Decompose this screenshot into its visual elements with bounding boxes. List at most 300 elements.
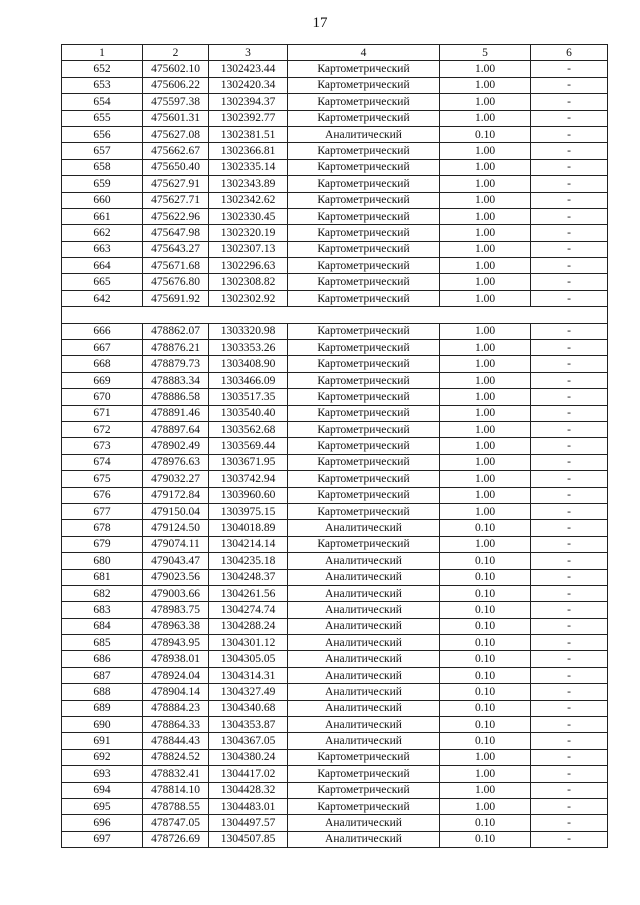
- point-number-cell: 660: [62, 192, 143, 208]
- method-cell: Картометрический: [288, 438, 440, 454]
- x-coordinate-cell: 478879.73: [143, 356, 209, 372]
- x-coordinate-cell: 478884.23: [143, 700, 209, 716]
- accuracy-cell: 1.00: [440, 356, 531, 372]
- y-coordinate-cell: 1303466.09: [209, 372, 288, 388]
- x-coordinate-cell: 478891.46: [143, 405, 209, 421]
- x-coordinate-cell: 475691.92: [143, 290, 209, 306]
- description-cell: -: [531, 110, 608, 126]
- description-cell: -: [531, 717, 608, 733]
- accuracy-cell: 0.10: [440, 553, 531, 569]
- point-number-cell: 688: [62, 684, 143, 700]
- description-cell: -: [531, 126, 608, 142]
- description-cell: -: [531, 553, 608, 569]
- table-row: [62, 618, 608, 634]
- accuracy-cell: 1.00: [440, 766, 531, 782]
- point-number-cell: 673: [62, 438, 143, 454]
- accuracy-cell: 1.00: [440, 487, 531, 503]
- description-cell: -: [531, 356, 608, 372]
- point-number-cell: 672: [62, 421, 143, 437]
- accuracy-cell: 0.10: [440, 585, 531, 601]
- y-coordinate-cell: 1303353.26: [209, 340, 288, 356]
- method-cell: Картометрический: [288, 77, 440, 93]
- method-cell: Картометрический: [288, 61, 440, 77]
- header-description: 6: [531, 45, 608, 61]
- description-cell: -: [531, 454, 608, 470]
- accuracy-cell: 1.00: [440, 798, 531, 814]
- method-cell: Картометрический: [288, 471, 440, 487]
- description-cell: -: [531, 667, 608, 683]
- description-cell: -: [531, 520, 608, 536]
- table-row: [62, 700, 608, 716]
- x-coordinate-cell: 479124.50: [143, 520, 209, 536]
- point-number-cell: 689: [62, 700, 143, 716]
- point-number-cell: 642: [62, 290, 143, 306]
- table-row: [62, 553, 608, 569]
- y-coordinate-cell: 1302420.34: [209, 77, 288, 93]
- accuracy-cell: 1.00: [440, 405, 531, 421]
- x-coordinate-cell: 478844.43: [143, 733, 209, 749]
- method-cell: Аналитический: [288, 585, 440, 601]
- method-cell: Аналитический: [288, 602, 440, 618]
- table-row: [62, 520, 608, 536]
- y-coordinate-cell: 1303960.60: [209, 487, 288, 503]
- accuracy-cell: 0.10: [440, 126, 531, 142]
- header-y: 3: [209, 45, 288, 61]
- point-number-cell: 679: [62, 536, 143, 552]
- table-row: [62, 192, 608, 208]
- table-row: [62, 340, 608, 356]
- description-cell: -: [531, 487, 608, 503]
- table-row: [62, 487, 608, 503]
- method-cell: Картометрический: [288, 241, 440, 257]
- accuracy-cell: 0.10: [440, 618, 531, 634]
- accuracy-cell: 1.00: [440, 536, 531, 552]
- point-number-cell: 652: [62, 61, 143, 77]
- point-number-cell: 667: [62, 340, 143, 356]
- method-cell: Картометрический: [288, 258, 440, 274]
- accuracy-cell: 1.00: [440, 159, 531, 175]
- y-coordinate-cell: 1303408.90: [209, 356, 288, 372]
- x-coordinate-cell: 478963.38: [143, 618, 209, 634]
- description-cell: -: [531, 536, 608, 552]
- y-coordinate-cell: 1304274.74: [209, 602, 288, 618]
- point-number-cell: 659: [62, 176, 143, 192]
- group-separator-row: [62, 307, 608, 323]
- method-cell: Картометрический: [288, 340, 440, 356]
- table-row: [62, 798, 608, 814]
- accuracy-cell: 1.00: [440, 258, 531, 274]
- method-cell: Картометрический: [288, 536, 440, 552]
- table-row: [62, 602, 608, 618]
- table-row: [62, 290, 608, 306]
- point-number-cell: 676: [62, 487, 143, 503]
- accuracy-cell: 1.00: [440, 110, 531, 126]
- description-cell: -: [531, 290, 608, 306]
- separator-cell: [62, 307, 608, 323]
- y-coordinate-cell: 1302335.14: [209, 159, 288, 175]
- x-coordinate-cell: 475662.67: [143, 143, 209, 159]
- method-cell: Картометрический: [288, 749, 440, 765]
- point-number-cell: 690: [62, 717, 143, 733]
- page-number: 17: [312, 15, 328, 31]
- description-cell: -: [531, 569, 608, 585]
- method-cell: Аналитический: [288, 520, 440, 536]
- y-coordinate-cell: 1304018.89: [209, 520, 288, 536]
- method-cell: Картометрический: [288, 110, 440, 126]
- accuracy-cell: 0.10: [440, 651, 531, 667]
- method-cell: Аналитический: [288, 684, 440, 700]
- table-row: [62, 405, 608, 421]
- point-number-cell: 696: [62, 815, 143, 831]
- y-coordinate-cell: 1304353.87: [209, 717, 288, 733]
- table-row: [62, 159, 608, 175]
- table-row: [62, 782, 608, 798]
- accuracy-cell: 1.00: [440, 225, 531, 241]
- description-cell: -: [531, 618, 608, 634]
- table-row: [62, 77, 608, 93]
- description-cell: -: [531, 585, 608, 601]
- table-row: [62, 176, 608, 192]
- point-number-cell: 680: [62, 553, 143, 569]
- y-coordinate-cell: 1303975.15: [209, 503, 288, 519]
- description-cell: -: [531, 340, 608, 356]
- y-coordinate-cell: 1304327.49: [209, 684, 288, 700]
- table-row: [62, 389, 608, 405]
- table-row: [62, 684, 608, 700]
- y-coordinate-cell: 1304497.57: [209, 815, 288, 831]
- table-row: [62, 126, 608, 142]
- x-coordinate-cell: 479032.27: [143, 471, 209, 487]
- table-row: [62, 356, 608, 372]
- y-coordinate-cell: 1304428.32: [209, 782, 288, 798]
- point-number-cell: 691: [62, 733, 143, 749]
- point-number-cell: 684: [62, 618, 143, 634]
- x-coordinate-cell: 475627.91: [143, 176, 209, 192]
- y-coordinate-cell: 1302308.82: [209, 274, 288, 290]
- y-coordinate-cell: 1302302.92: [209, 290, 288, 306]
- point-number-cell: 671: [62, 405, 143, 421]
- accuracy-cell: 1.00: [440, 274, 531, 290]
- y-coordinate-cell: 1302423.44: [209, 61, 288, 77]
- method-cell: Аналитический: [288, 700, 440, 716]
- description-cell: -: [531, 192, 608, 208]
- table-row: [62, 454, 608, 470]
- point-number-cell: 669: [62, 372, 143, 388]
- x-coordinate-cell: 479150.04: [143, 503, 209, 519]
- accuracy-cell: 0.10: [440, 831, 531, 847]
- x-coordinate-cell: 475622.96: [143, 208, 209, 224]
- point-number-cell: 678: [62, 520, 143, 536]
- accuracy-cell: 1.00: [440, 208, 531, 224]
- point-number-cell: 656: [62, 126, 143, 142]
- accuracy-cell: 1.00: [440, 471, 531, 487]
- point-number-cell: 685: [62, 635, 143, 651]
- point-number-cell: 657: [62, 143, 143, 159]
- header-method: 4: [288, 45, 440, 61]
- y-coordinate-cell: 1304417.02: [209, 766, 288, 782]
- x-coordinate-cell: 478938.01: [143, 651, 209, 667]
- accuracy-cell: 1.00: [440, 389, 531, 405]
- point-number-cell: 654: [62, 94, 143, 110]
- table-row: [62, 733, 608, 749]
- method-cell: Аналитический: [288, 733, 440, 749]
- x-coordinate-cell: 475671.68: [143, 258, 209, 274]
- y-coordinate-cell: 1303671.95: [209, 454, 288, 470]
- description-cell: -: [531, 323, 608, 339]
- method-cell: Картометрический: [288, 208, 440, 224]
- method-cell: Картометрический: [288, 454, 440, 470]
- accuracy-cell: 0.10: [440, 733, 531, 749]
- description-cell: -: [531, 766, 608, 782]
- x-coordinate-cell: 478876.21: [143, 340, 209, 356]
- y-coordinate-cell: 1303569.44: [209, 438, 288, 454]
- y-coordinate-cell: 1304235.18: [209, 553, 288, 569]
- point-number-cell: 670: [62, 389, 143, 405]
- point-number-cell: 675: [62, 471, 143, 487]
- table-row: [62, 635, 608, 651]
- description-cell: -: [531, 274, 608, 290]
- method-cell: Аналитический: [288, 126, 440, 142]
- accuracy-cell: 0.10: [440, 667, 531, 683]
- method-cell: Картометрический: [288, 487, 440, 503]
- x-coordinate-cell: 478924.04: [143, 667, 209, 683]
- point-number-cell: 677: [62, 503, 143, 519]
- description-cell: -: [531, 61, 608, 77]
- x-coordinate-cell: 478726.69: [143, 831, 209, 847]
- point-number-cell: 658: [62, 159, 143, 175]
- description-cell: -: [531, 815, 608, 831]
- method-cell: Картометрический: [288, 798, 440, 814]
- accuracy-cell: 1.00: [440, 176, 531, 192]
- coordinates-table: [61, 44, 608, 848]
- method-cell: Аналитический: [288, 553, 440, 569]
- accuracy-cell: 1.00: [440, 749, 531, 765]
- header-row: [62, 45, 608, 61]
- header-x: 2: [143, 45, 209, 61]
- x-coordinate-cell: 478886.58: [143, 389, 209, 405]
- x-coordinate-cell: 478814.10: [143, 782, 209, 798]
- point-number-cell: 655: [62, 110, 143, 126]
- accuracy-cell: 1.00: [440, 61, 531, 77]
- x-coordinate-cell: 475602.10: [143, 61, 209, 77]
- table-row: [62, 323, 608, 339]
- header-accuracy: 5: [440, 45, 531, 61]
- accuracy-cell: 0.10: [440, 635, 531, 651]
- accuracy-cell: 1.00: [440, 340, 531, 356]
- table-row: [62, 717, 608, 733]
- accuracy-cell: 1.00: [440, 421, 531, 437]
- y-coordinate-cell: 1304483.01: [209, 798, 288, 814]
- y-coordinate-cell: 1304214.14: [209, 536, 288, 552]
- y-coordinate-cell: 1302342.62: [209, 192, 288, 208]
- accuracy-cell: 0.10: [440, 700, 531, 716]
- description-cell: -: [531, 143, 608, 159]
- header-point-number: 1: [62, 45, 143, 61]
- method-cell: Аналитический: [288, 717, 440, 733]
- point-number-cell: 683: [62, 602, 143, 618]
- accuracy-cell: 1.00: [440, 782, 531, 798]
- accuracy-cell: 0.10: [440, 815, 531, 831]
- point-number-cell: 668: [62, 356, 143, 372]
- y-coordinate-cell: 1304314.31: [209, 667, 288, 683]
- y-coordinate-cell: 1302330.45: [209, 208, 288, 224]
- point-number-cell: 653: [62, 77, 143, 93]
- y-coordinate-cell: 1302366.81: [209, 143, 288, 159]
- point-number-cell: 665: [62, 274, 143, 290]
- table-row: [62, 831, 608, 847]
- table-row: [62, 749, 608, 765]
- description-cell: -: [531, 700, 608, 716]
- table-row: [62, 569, 608, 585]
- accuracy-cell: 1.00: [440, 438, 531, 454]
- x-coordinate-cell: 478883.34: [143, 372, 209, 388]
- method-cell: Аналитический: [288, 569, 440, 585]
- y-coordinate-cell: 1303540.40: [209, 405, 288, 421]
- method-cell: Аналитический: [288, 831, 440, 847]
- description-cell: -: [531, 684, 608, 700]
- accuracy-cell: 0.10: [440, 717, 531, 733]
- y-coordinate-cell: 1303320.98: [209, 323, 288, 339]
- y-coordinate-cell: 1304261.56: [209, 585, 288, 601]
- description-cell: -: [531, 225, 608, 241]
- accuracy-cell: 0.10: [440, 520, 531, 536]
- x-coordinate-cell: 475601.31: [143, 110, 209, 126]
- table-row: [62, 651, 608, 667]
- y-coordinate-cell: 1302394.37: [209, 94, 288, 110]
- method-cell: Картометрический: [288, 176, 440, 192]
- description-cell: -: [531, 176, 608, 192]
- y-coordinate-cell: 1304288.24: [209, 618, 288, 634]
- point-number-cell: 661: [62, 208, 143, 224]
- accuracy-cell: 1.00: [440, 143, 531, 159]
- description-cell: -: [531, 389, 608, 405]
- accuracy-cell: 0.10: [440, 569, 531, 585]
- method-cell: Аналитический: [288, 618, 440, 634]
- table-row: [62, 536, 608, 552]
- x-coordinate-cell: 478832.41: [143, 766, 209, 782]
- description-cell: -: [531, 372, 608, 388]
- y-coordinate-cell: 1302392.77: [209, 110, 288, 126]
- description-cell: -: [531, 258, 608, 274]
- x-coordinate-cell: 478976.63: [143, 454, 209, 470]
- description-cell: -: [531, 651, 608, 667]
- method-cell: Картометрический: [288, 766, 440, 782]
- accuracy-cell: 0.10: [440, 602, 531, 618]
- x-coordinate-cell: 475676.80: [143, 274, 209, 290]
- method-cell: Картометрический: [288, 356, 440, 372]
- method-cell: Картометрический: [288, 274, 440, 290]
- x-coordinate-cell: 475597.38: [143, 94, 209, 110]
- method-cell: Аналитический: [288, 635, 440, 651]
- accuracy-cell: 0.10: [440, 684, 531, 700]
- point-number-cell: 694: [62, 782, 143, 798]
- point-number-cell: 697: [62, 831, 143, 847]
- method-cell: Картометрический: [288, 225, 440, 241]
- accuracy-cell: 1.00: [440, 290, 531, 306]
- table-row: [62, 421, 608, 437]
- table-row: [62, 667, 608, 683]
- method-cell: Картометрический: [288, 389, 440, 405]
- x-coordinate-cell: 479023.56: [143, 569, 209, 585]
- y-coordinate-cell: 1303742.94: [209, 471, 288, 487]
- table-row: [62, 110, 608, 126]
- point-number-cell: 695: [62, 798, 143, 814]
- description-cell: -: [531, 831, 608, 847]
- x-coordinate-cell: 475627.71: [143, 192, 209, 208]
- y-coordinate-cell: 1303562.68: [209, 421, 288, 437]
- x-coordinate-cell: 479074.11: [143, 536, 209, 552]
- y-coordinate-cell: 1304507.85: [209, 831, 288, 847]
- point-number-cell: 666: [62, 323, 143, 339]
- y-coordinate-cell: 1304340.68: [209, 700, 288, 716]
- x-coordinate-cell: 475606.22: [143, 77, 209, 93]
- x-coordinate-cell: 475627.08: [143, 126, 209, 142]
- accuracy-cell: 1.00: [440, 454, 531, 470]
- x-coordinate-cell: 478943.95: [143, 635, 209, 651]
- x-coordinate-cell: 478824.52: [143, 749, 209, 765]
- description-cell: -: [531, 77, 608, 93]
- x-coordinate-cell: 478983.75: [143, 602, 209, 618]
- method-cell: Картометрический: [288, 94, 440, 110]
- y-coordinate-cell: 1303517.35: [209, 389, 288, 405]
- table-row: [62, 225, 608, 241]
- description-cell: -: [531, 635, 608, 651]
- table-row: [62, 372, 608, 388]
- x-coordinate-cell: 478788.55: [143, 798, 209, 814]
- description-cell: -: [531, 159, 608, 175]
- table-row: [62, 471, 608, 487]
- description-cell: -: [531, 503, 608, 519]
- description-cell: -: [531, 94, 608, 110]
- table-row: [62, 766, 608, 782]
- description-cell: -: [531, 438, 608, 454]
- table-row: [62, 143, 608, 159]
- accuracy-cell: 1.00: [440, 77, 531, 93]
- table-row: [62, 241, 608, 257]
- x-coordinate-cell: 478904.14: [143, 684, 209, 700]
- x-coordinate-cell: 479172.84: [143, 487, 209, 503]
- method-cell: Картометрический: [288, 405, 440, 421]
- y-coordinate-cell: 1302320.19: [209, 225, 288, 241]
- x-coordinate-cell: 478862.07: [143, 323, 209, 339]
- table-row: [62, 208, 608, 224]
- y-coordinate-cell: 1302343.89: [209, 176, 288, 192]
- point-number-cell: 693: [62, 766, 143, 782]
- table-row: [62, 61, 608, 77]
- method-cell: Картометрический: [288, 421, 440, 437]
- method-cell: Картометрический: [288, 192, 440, 208]
- point-number-cell: 663: [62, 241, 143, 257]
- x-coordinate-cell: 475643.27: [143, 241, 209, 257]
- x-coordinate-cell: 475647.98: [143, 225, 209, 241]
- description-cell: -: [531, 208, 608, 224]
- method-cell: Картометрический: [288, 323, 440, 339]
- description-cell: -: [531, 798, 608, 814]
- point-number-cell: 687: [62, 667, 143, 683]
- table-header: [62, 45, 608, 61]
- y-coordinate-cell: 1304301.12: [209, 635, 288, 651]
- accuracy-cell: 1.00: [440, 372, 531, 388]
- point-number-cell: 662: [62, 225, 143, 241]
- method-cell: Картометрический: [288, 159, 440, 175]
- description-cell: -: [531, 471, 608, 487]
- table-body: [62, 61, 608, 848]
- description-cell: -: [531, 602, 608, 618]
- method-cell: Картометрический: [288, 372, 440, 388]
- x-coordinate-cell: 479043.47: [143, 553, 209, 569]
- table-row: [62, 585, 608, 601]
- description-cell: -: [531, 421, 608, 437]
